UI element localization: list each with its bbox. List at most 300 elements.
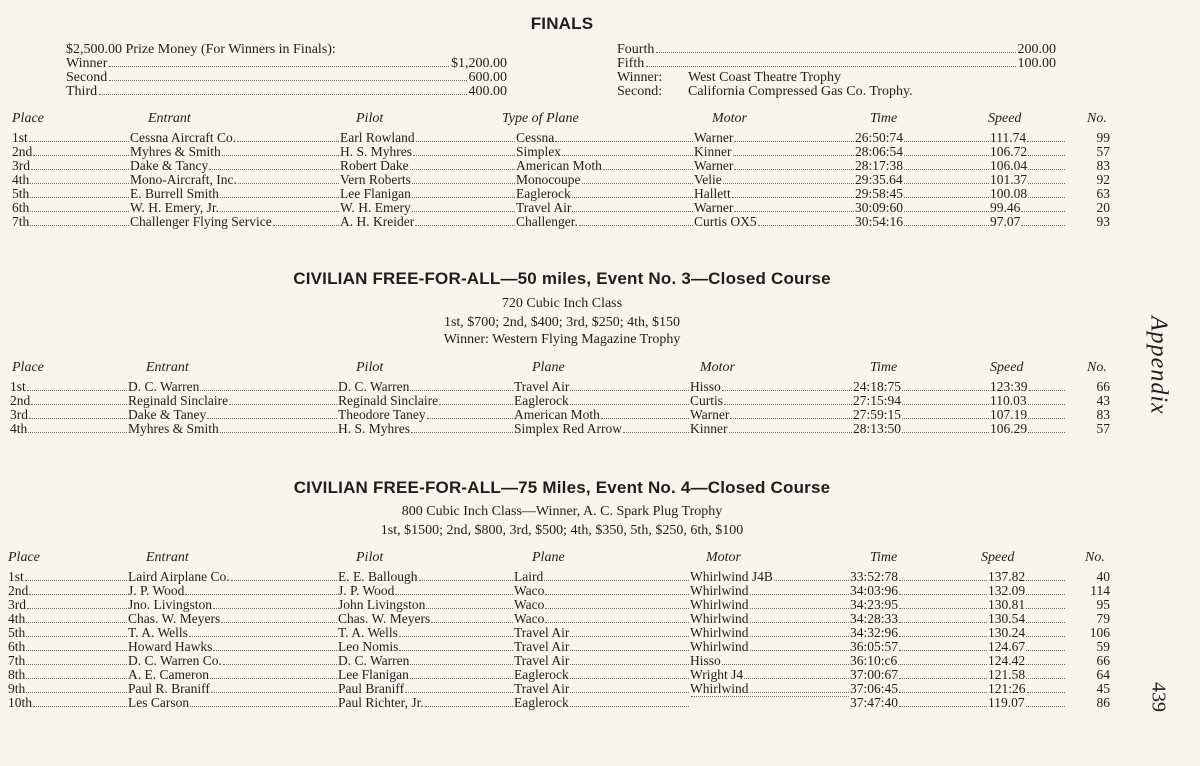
place-cell [12,159,130,173]
event3-trophy: Winner: Western Flying Magazine Trophy [443,332,681,347]
plane-text: Travel Air [514,682,570,696]
plane-text: Waco [514,612,545,626]
place-cell [12,201,130,215]
pilot-text: D. C. Warren [338,380,410,394]
time-text: 37:47:40 [850,696,899,710]
place-text: 5th [8,626,26,640]
motor-cell [690,640,850,654]
plane-cell [514,422,690,436]
table-row [0,422,1124,436]
motor-cell [694,159,855,173]
pilot-text: Leo Nomis [338,640,399,654]
plane-cell [516,187,694,201]
speed-text: 121:26 [988,682,1026,696]
speed-text: 130.24 [988,626,1026,640]
entrant-cell [130,215,340,229]
plane-cell [514,696,690,710]
pilot-text: Reginald Sinclaire [338,394,439,408]
table-row [0,696,1124,710]
header-time: Time [870,360,898,375]
speed-cell [988,626,1066,640]
pilot-text: W. H. Emery [340,201,411,215]
motor-cell [690,598,850,612]
speed-text: 137.82 [988,570,1026,584]
pilot-text: Earl Rowland [340,131,415,145]
plane-text: Eaglerock [514,668,569,682]
speed-text: 110.03 [990,394,1027,408]
entrant-text: Howard Hawks [128,640,213,654]
plane-cell [514,626,690,640]
speed-cell [988,584,1066,598]
plane-text: Eaglerock [516,187,571,201]
table-row [0,187,1124,201]
header-time: Time [870,111,898,126]
motor-cell [690,682,850,696]
entry-number: 83 [1096,158,1110,173]
plane-text: Simplex [516,145,562,159]
time-cell [855,187,990,201]
plane-text: Simplex Red Arrow [514,422,622,436]
place-text: 2nd [12,145,33,159]
prize-money-heading: $2,500.00 Prize Money (For Winners in Finals): [66,42,336,57]
speed-cell [988,696,1066,710]
entrant-cell [130,201,340,215]
plane-cell [516,201,694,215]
place-cell [10,380,128,394]
time-text: 37:00:67 [850,668,899,682]
entrant-text: E. Burrell Smith [130,187,219,201]
speed-text: 132.09 [988,584,1026,598]
prize-label: Winner [66,56,108,71]
speed-text: 106.04 [990,159,1028,173]
speed-cell [990,422,1066,436]
motor-text: Hisso [690,380,721,394]
entrant-text: A. E. Cameron [128,668,209,682]
pilot-cell [338,612,514,626]
table-row [0,612,1124,626]
speed-text: 100.08 [990,187,1028,201]
event3-header-row [0,360,1124,374]
header-place: Place [12,360,44,375]
pilot-cell [340,215,516,229]
event4-title: CIVILIAN FREE-FOR-ALL—75 Miles, Event No. 4—Closed Course [293,478,831,497]
speed-cell [990,408,1066,422]
time-cell [850,640,988,654]
time-text: 34:32:96 [850,626,899,640]
table-row [0,159,1124,173]
pilot-text: Theodore Taney [338,408,426,422]
speed-cell [988,570,1066,584]
speed-cell [990,187,1066,201]
motor-cell [690,380,853,394]
table-row [0,584,1124,598]
speed-cell [988,682,1066,696]
motor-text: Warner [690,408,730,422]
time-cell [855,159,990,173]
pilot-text: Robert Dake [340,159,409,173]
place-cell [8,682,128,696]
speed-cell [990,173,1066,187]
pilot-text: Paul Braniff [338,682,405,696]
motor-cell [690,570,850,584]
plane-text: American Moth [516,159,602,173]
time-text: 36:05:57 [850,640,899,654]
prize-amount: 200.00 [1017,42,1056,57]
place-cell [8,654,128,668]
speed-text: 107.19 [990,408,1028,422]
speed-cell [990,394,1066,408]
place-text: 6th [12,201,30,215]
motor-cell [690,584,850,598]
plane-text: Waco [514,584,545,598]
entry-number: 45 [1096,681,1110,696]
motor-text: Kinner [690,422,728,436]
motor-cell [690,422,853,436]
pilot-cell [338,394,514,408]
pilot-text: E. E. Ballough [338,570,418,584]
time-text: 27:15:94 [853,394,902,408]
motor-text: Kinner [694,145,732,159]
speed-text: 106.29 [990,422,1028,436]
place-text: 4th [12,173,30,187]
pilot-cell [340,187,516,201]
pilot-cell [338,696,514,710]
time-cell [850,612,988,626]
entry-number: 64 [1096,667,1110,682]
plane-cell [514,380,690,394]
table-row [0,215,1124,229]
entrant-cell [128,422,338,436]
plane-text: Waco [514,598,545,612]
page-number: 439 [1147,682,1170,712]
pilot-text: J. P. Wood [338,584,395,598]
speed-cell [988,598,1066,612]
motor-cell [690,668,850,682]
event4-prizes: 1st, $1500; 2nd, $800, 3rd, $500; 4th, $350, 5th, $250, 6th, $100 [380,523,744,538]
plane-cell [516,145,694,159]
entrant-cell [128,654,338,668]
time-text: 27:59:15 [853,408,902,422]
speed-text: 99.46 [990,201,1021,215]
finals-header-row [0,111,1124,125]
plane-text: Travel Air [514,640,570,654]
place-cell [8,570,128,584]
speed-text: 97.07 [990,215,1021,229]
time-text: 29:58:45 [855,187,904,201]
header-entrant: Entrant [146,550,189,565]
motor-cell [690,626,850,640]
header-plane: Type of Plane [502,111,579,126]
motor-text: Whirlwind [690,626,749,640]
header-time: Time [870,550,898,565]
place-cell [8,640,128,654]
motor-text: Warner [694,201,734,215]
entry-number: 92 [1096,172,1110,187]
motor-text: Whirlwind J4B [690,570,773,584]
event4-class: 800 Cubic Inch Class—Winner, A. C. Spark Plug Trophy [401,504,723,519]
pilot-cell [338,408,514,422]
entry-number: 114 [1090,583,1110,598]
plane-cell [514,612,690,626]
place-text: 6th [8,640,26,654]
entry-number: 66 [1096,653,1110,668]
entry-number: 93 [1096,214,1110,229]
place-text: 3rd [10,408,28,422]
table-row [0,640,1124,654]
entrant-text: W. H. Emery, Jr. [130,201,219,215]
trophy-label: Winner: [617,70,663,85]
prize-amount: 100.00 [1017,56,1056,71]
motor-text: Warner [694,131,734,145]
time-cell [855,145,990,159]
entrant-text: J. P. Wood [128,584,185,598]
entry-number: 106 [1089,625,1110,640]
speed-text: 121.58 [988,668,1026,682]
prize-label: Third [66,84,98,99]
motor-text: Warner [694,159,734,173]
motor-cell [694,173,855,187]
pilot-cell [338,570,514,584]
time-text: 34:03:96 [850,584,899,598]
entrant-cell [130,187,340,201]
pilot-text: H. S. Myhres [340,145,413,159]
entrant-text: Myhres & Smith [130,145,221,159]
prize-winner [66,57,507,71]
time-text: 28:06:54 [855,145,904,159]
place-text: 1st [12,131,28,145]
header-speed: Speed [988,111,1022,126]
place-cell [8,668,128,682]
plane-text: Travel Air [514,380,570,394]
header-place: Place [8,550,40,565]
header-pilot: Pilot [356,111,384,126]
time-text: 26:50:74 [855,131,904,145]
place-cell [10,422,128,436]
plane-cell [514,408,690,422]
entrant-text: Cessna Aircraft Co. [130,131,237,145]
time-cell [853,408,990,422]
motor-cell [690,612,850,626]
plane-text: Challenger. [516,215,578,229]
plane-cell [516,131,694,145]
prize-amount: 400.00 [468,84,507,99]
speed-text: 111.74 [990,131,1027,145]
plane-text: Travel Air [514,654,570,668]
prize-label: Fourth [617,42,655,57]
entry-number: 95 [1096,597,1110,612]
time-cell [853,394,990,408]
event4-header-row [0,550,1124,564]
header-pilot: Pilot [356,550,384,565]
entrant-cell [130,145,340,159]
place-text: 5th [12,187,30,201]
prize-label: Fifth [617,56,645,71]
pilot-text: Lee Flanigan [340,187,411,201]
entry-number: 79 [1096,611,1110,626]
motor-text: Whirlwind [690,682,749,696]
entrant-cell [130,131,340,145]
place-text: 3rd [12,159,30,173]
pilot-cell [338,654,514,668]
header-entrant: Entrant [146,360,189,375]
entrant-cell [128,682,338,696]
motor-cell [694,215,855,229]
motor-text: Curtis OX5 [694,215,757,229]
table-row [0,598,1124,612]
table-row [0,668,1124,682]
entrant-cell [128,598,338,612]
pilot-cell [338,584,514,598]
plane-cell [514,668,690,682]
time-cell [850,668,988,682]
time-cell [855,131,990,145]
place-text: 7th [12,215,30,229]
entry-number: 57 [1096,144,1110,159]
entrant-text: Chas. W. Meyers [128,612,221,626]
pilot-cell [338,598,514,612]
time-cell [850,696,988,710]
time-cell [850,598,988,612]
plane-text: Eaglerock [514,394,569,408]
pilot-text: Vern Roberts [340,173,411,187]
pilot-text: Paul Richter, Jr. [338,696,424,710]
event3-prizes: 1st, $700; 2nd, $400; 3rd, $250; 4th, $150 [443,315,681,330]
entrant-text: Les Carson [128,696,190,710]
speed-text: 123:39 [990,380,1028,394]
time-text: 34:28:33 [850,612,899,626]
table-row [0,654,1124,668]
plane-text: Monocoupe [516,173,581,187]
entrant-text: Dake & Tancy [130,159,209,173]
speed-cell [988,654,1066,668]
motor-text: Wright J4 [690,668,744,682]
speed-cell [990,159,1066,173]
motor-text: Whirlwind [690,598,749,612]
trophy-name: West Coast Theatre Trophy [688,70,841,85]
entry-number: 86 [1096,695,1110,710]
time-text: 29:35.64 [855,173,903,187]
speed-cell [988,668,1066,682]
motor-cell [690,408,853,422]
plane-text: Eaglerock [514,696,569,710]
speed-text: 124.42 [988,654,1026,668]
prize-amount: 600.00 [468,70,507,85]
table-row [0,394,1124,408]
place-text: 1st [10,380,26,394]
finals-title: FINALS [530,14,594,33]
entrant-text: Jno. Livingston [128,598,213,612]
entrant-text: Laird Airplane Co. [128,570,230,584]
event3-title: CIVILIAN FREE-FOR-ALL—50 miles, Event No. 3—Closed Course [293,269,831,288]
entry-number: 59 [1096,639,1110,654]
place-cell [12,187,130,201]
plane-cell [514,640,690,654]
plane-cell [516,159,694,173]
entrant-cell [128,380,338,394]
prize-amount: $1,200.00 [451,56,507,71]
entrant-text: Challenger Flying Service [130,215,272,229]
table-row [0,173,1124,187]
place-cell [8,598,128,612]
header-no: No. [1087,360,1107,375]
time-text: 30:09:60 [855,201,904,215]
place-cell [12,145,130,159]
entrant-cell [128,696,338,710]
plane-cell [516,173,694,187]
table-row [0,682,1124,696]
entry-number: 83 [1096,407,1110,422]
entry-number: 20 [1096,200,1110,215]
pilot-cell [338,626,514,640]
header-motor: Motor [712,111,747,126]
place-cell [10,408,128,422]
motor-text: Whirlwind [690,640,749,654]
speed-text: 106.72 [990,145,1028,159]
table-row [0,145,1124,159]
time-cell [850,584,988,598]
event3-class: 720 Cubic Inch Class [501,296,623,311]
pilot-text: Lee Flanigan [338,668,409,682]
motor-text: Whirlwind [690,584,749,598]
pilot-cell [340,173,516,187]
table-row [0,626,1124,640]
table-row [0,570,1124,584]
table-row [0,408,1124,422]
entrant-cell [128,584,338,598]
place-cell [12,131,130,145]
trophy-label: Second: [617,84,663,99]
speed-cell [990,380,1066,394]
entrant-text: D. C. Warren Co. [128,654,222,668]
plane-cell [514,570,690,584]
entry-number: 63 [1096,186,1110,201]
plane-text: Travel Air [514,626,570,640]
motor-text: Hallett [694,187,731,201]
time-text: 24:18:75 [853,380,902,394]
motor-text: Whirlwind [690,612,749,626]
plane-text: Laird [514,570,544,584]
place-cell [12,215,130,229]
place-text: 3rd [8,598,26,612]
time-cell [850,626,988,640]
entrant-text: D. C. Warren [128,380,200,394]
pilot-cell [338,682,514,696]
prize-label: Second [66,70,108,85]
speed-text: 130.81 [988,598,1026,612]
pilot-text: H. S. Myhres [338,422,411,436]
pilot-cell [340,145,516,159]
entry-number: 40 [1096,569,1110,584]
place-text: 2nd [10,394,31,408]
table-row [0,201,1124,215]
pilot-text: A. H. Kreider [340,215,415,229]
plane-cell [514,682,690,696]
pilot-cell [338,640,514,654]
time-text: 37:06:45 [850,682,899,696]
header-entrant: Entrant [148,111,191,126]
motor-cell [690,696,850,700]
place-cell [10,394,128,408]
time-text: 34:23:95 [850,598,899,612]
place-cell [8,612,128,626]
header-speed: Speed [990,360,1024,375]
time-cell [853,422,990,436]
prize-second [66,71,507,85]
motor-cell [694,131,855,145]
speed-cell [988,612,1066,626]
entrant-text: Mono-Aircraft, Inc. [130,173,237,187]
place-text: 7th [8,654,26,668]
